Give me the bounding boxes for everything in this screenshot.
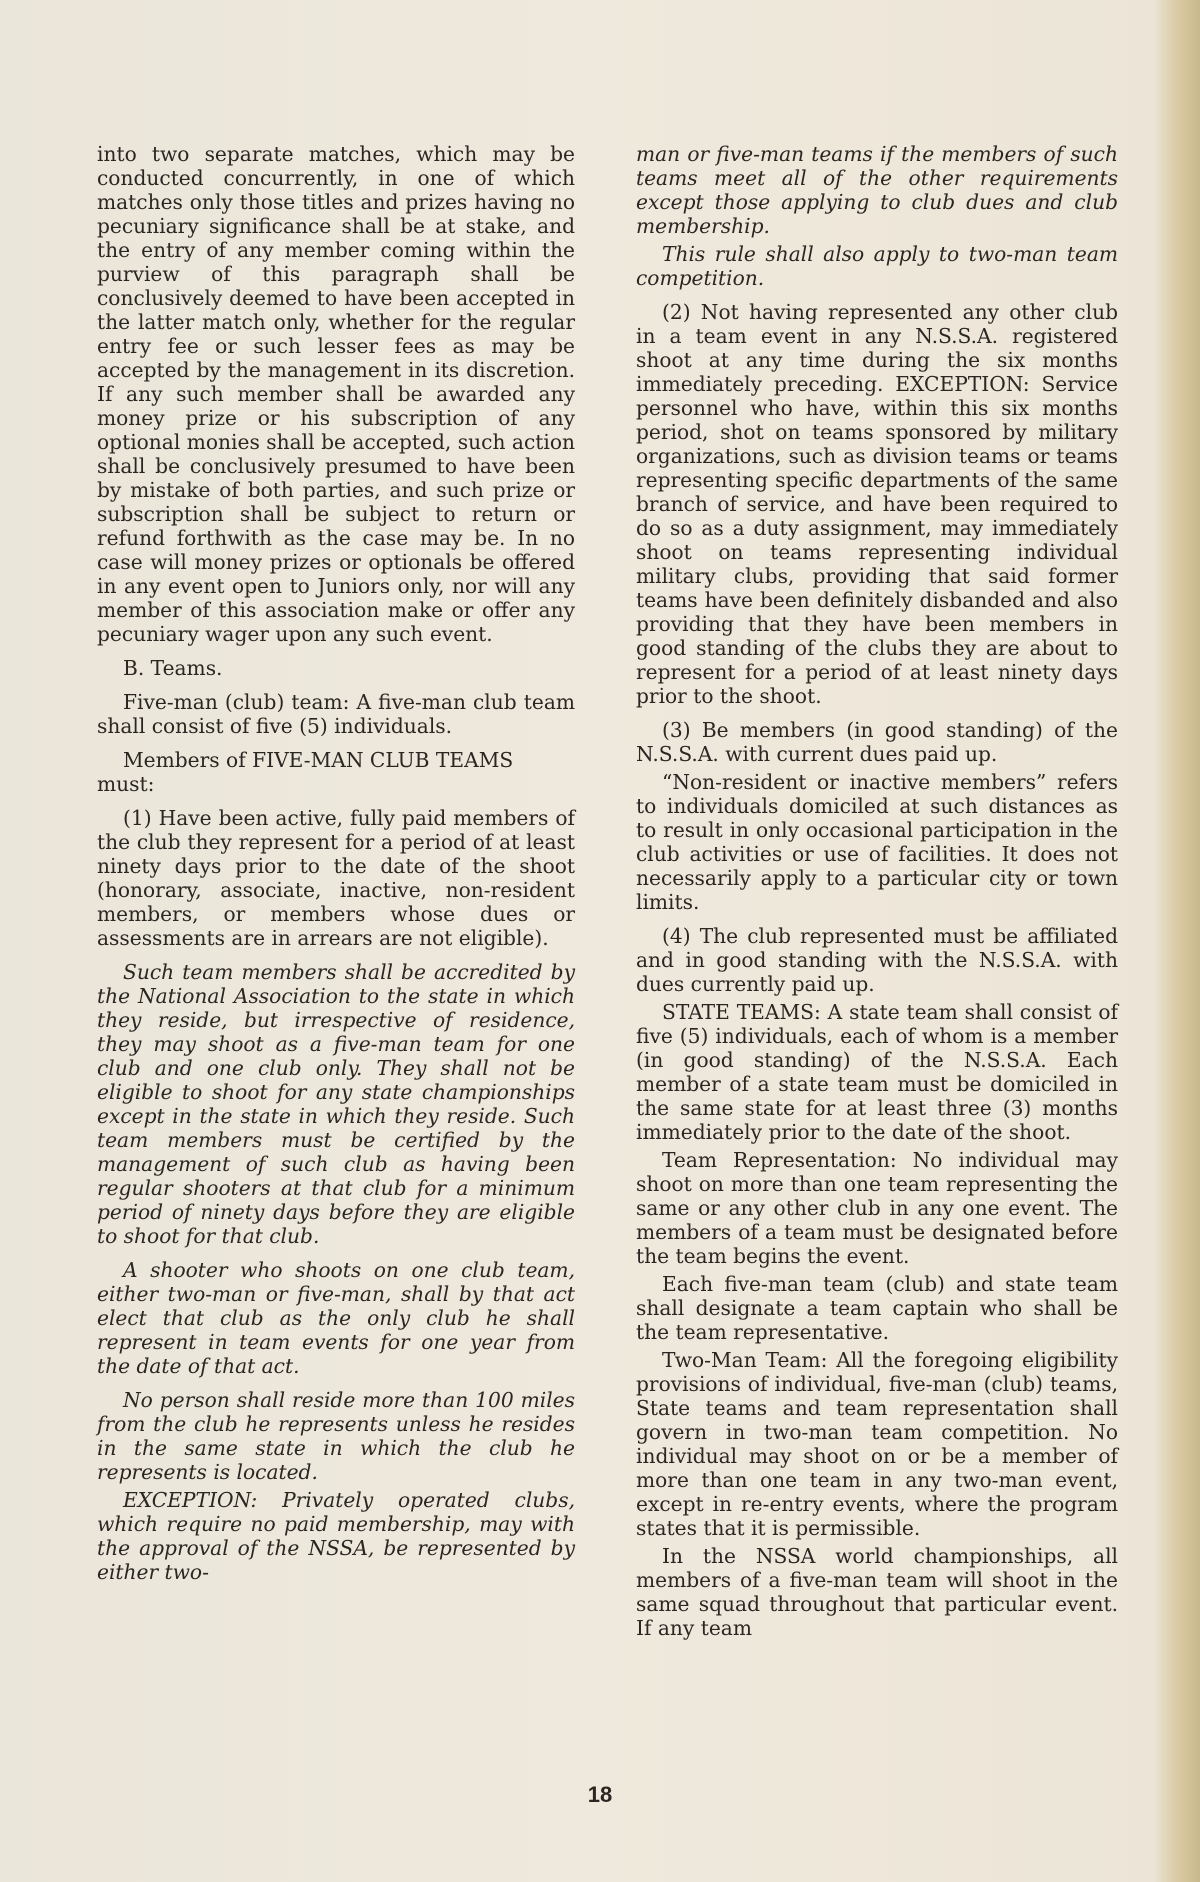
paragraph: STATE TEAMS: A state team shall consist of five (5) individuals, each of whom is a member (in good standing) of the N.S.S.A. Each member of a state team must be domiciled in the same state for at least three (3) months immediately prior to the date of the shoot.	[636, 1000, 1118, 1144]
left-column	[97, 142, 575, 1594]
paragraph: “Non-resident or inactive members” refers to individuals domiciled at such distances as to result in only occasional participation in the club activities or use of facilities. It does not necessarily apply to a particular city or town limits.	[636, 770, 1118, 914]
paragraph: In the NSSA world championships, all members of a five-man team will shoot in the same squad throughout that particular event. If any team	[636, 1544, 1118, 1640]
paragraph: (4) The club represented must be affiliated and in good standing with the N.S.S.A. with dues currently paid up.	[636, 924, 1118, 996]
paragraph: Members of FIVE-MAN CLUB TEAMS must:	[97, 748, 514, 796]
paragraph: (1) Have been active, fully paid members of the club they represent for a period of at least ninety days prior to the date of the shoot (honorary, associate, inactive, non-resident members, or members whose dues or assessments are in arrears are not eligible).	[97, 806, 575, 950]
page-edge-shadow	[1154, 0, 1200, 1882]
paragraph: into two separate matches, which may be conducted concurrently, in one of which matches only those titles and prizes having no pecuniary significance shall be at stake, and the entry of any member coming within the purview of this paragraph shall be conclusively deemed to have been accepted in the latter match only, whether for the regular entry fee or such lesser fees as may be accepted by the management in its discretion. If any such member shall be awarded any money prize or his subscription of any optional monies shall be accepted, such action shall be conclusively presumed to have been by mistake of both parties, and such prize or subscription shall be subject to return or refund forthwith as the case may be. In no case will money prizes or optionals be offered in any event open to Juniors only, nor will any member of this association make or offer any pecuniary wager upon any such event.	[97, 142, 575, 646]
paragraph: Five-man (club) team: A five-man club team shall consist of five (5) individuals.	[97, 690, 575, 738]
page-number: 18	[587, 1782, 613, 1807]
paragraph: Such team members shall be accredited by the National Association to the state in which they reside, but irrespective of residence, they may shoot as a five-man team for one club and one club only. They shall not be eligible to shoot for any state championships except in the state in which they reside. Such team members must be certified by the management of such club as having been regular shooters at that club for a minimum period of ninety days before they are eligible to shoot for that club.	[97, 960, 575, 1248]
paragraph: (3) Be members (in good standing) of the N.S.S.A. with current dues paid up.	[636, 718, 1118, 766]
paragraph: Each five-man team (club) and state team shall designate a team captain who shall be the team representative.	[636, 1272, 1118, 1344]
paragraph: This rule shall also apply to two-man team competition.	[636, 242, 1118, 290]
paragraph: Team Representation: No individual may shoot on more than one team representing the same or any other club in any one event. The members of a team must be designated before the team begins the event.	[636, 1148, 1118, 1268]
paragraph: EXCEPTION: Privately operated clubs, which require no paid membership, may with the approval of the NSSA, be represented by either two-	[97, 1488, 575, 1584]
paragraph: A shooter who shoots on one club team, either two-man or five-man, shall by that act elect that club as the only club he shall represent in team events for one year from the date of that act.	[97, 1258, 575, 1378]
paragraph: B. Teams.	[123, 656, 223, 680]
paragraph: No person shall reside more than 100 miles from the club he represents unless he resides in the same state in which the club he represents is located.	[97, 1388, 575, 1484]
right-column	[636, 142, 1118, 1644]
paragraph: Two-Man Team: All the foregoing eligibility provisions of individual, five-man (club) teams, State teams and team representation shall govern in two-man team competition. No individual may shoot on or be a member of more than one team in any two-man event, except in re-entry events, where the program states that it is permissible.	[636, 1348, 1118, 1540]
paragraph: man or five-man teams if the members of such teams meet all of the other requirements except those applying to club dues and club membership.	[636, 142, 1118, 238]
paragraph: (2) Not having represented any other club in a team event in any N.S.S.A. registered shoot at any time during the six months immediately preceding. EXCEPTION: Service personnel who have, within this six months period, shot on teams sponsored by military organizations, such as division teams or teams representing specific departments of the same branch of service, and have been required to do so as a duty assignment, may immediately shoot on teams representing individual military clubs, providing that said former teams have been definitely disbanded and also providing that they have been members in good standing of the clubs they are about to represent for a period of at least ninety days prior to the shoot.	[636, 300, 1118, 708]
